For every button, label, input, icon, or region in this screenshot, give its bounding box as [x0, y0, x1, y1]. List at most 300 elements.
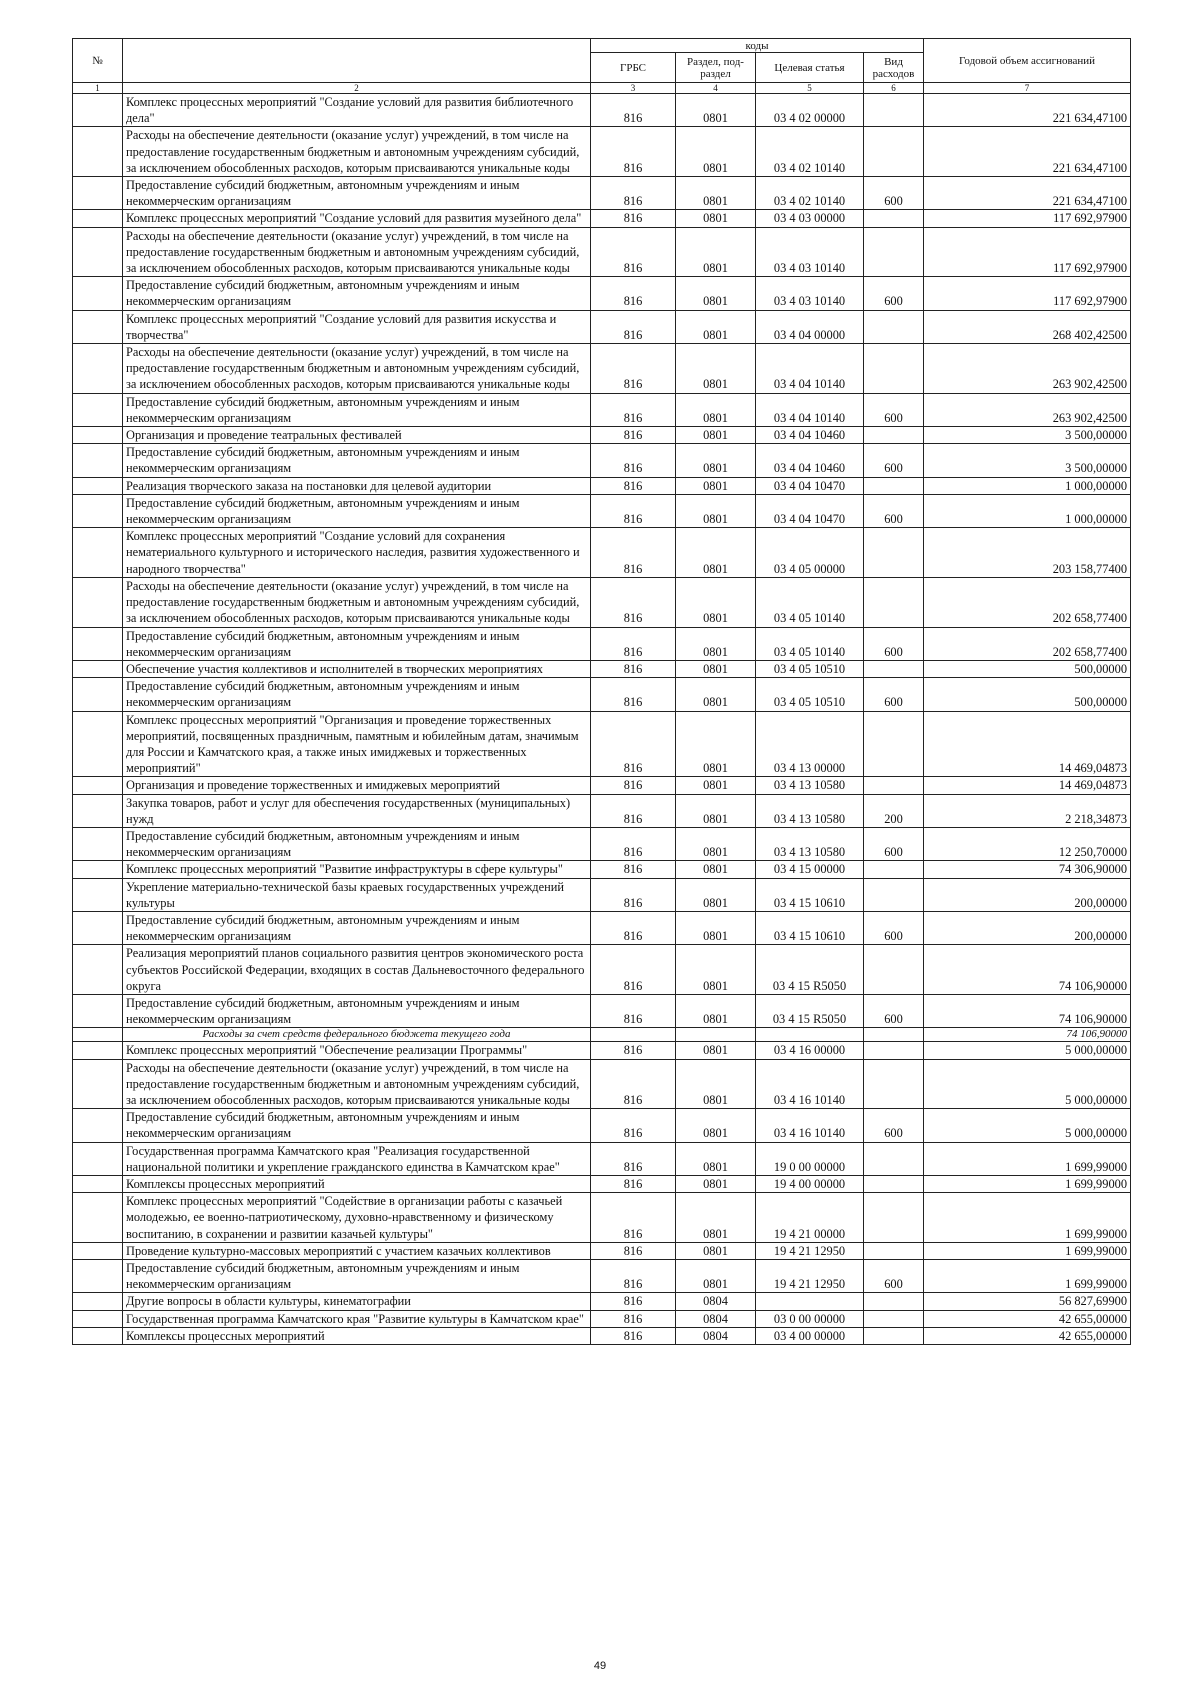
row-name-cell: Государственная программа Камчатского края "Реализация государственной национальной политики и укрепление гражданского единства в Камчатском крае" — [123, 1142, 591, 1175]
row-section-cell: 0801 — [676, 777, 756, 794]
row-name-cell: Расходы на обеспечение деятельности (оказание услуг) учреждений, в том числе на предоставление государственным бюджетным и автономным учреждениям субсидий, за исключением обособленных расходов, которым присваиваются уникальные коды — [123, 577, 591, 627]
row-kind-cell: 600 — [864, 277, 924, 310]
row-volume-cell: 500,00000 — [924, 660, 1131, 677]
table-row — [73, 177, 1131, 210]
row-grbs-cell: 816 — [591, 1327, 676, 1344]
row-section-cell: 0801 — [676, 127, 756, 177]
row-no-cell — [73, 427, 123, 444]
row-kind-cell: 600 — [864, 827, 924, 860]
row-target-cell: 03 4 04 10470 — [756, 477, 864, 494]
row-section-cell: 0801 — [676, 1193, 756, 1243]
row-target-cell: 03 4 05 10510 — [756, 660, 864, 677]
row-volume-cell: 1 699,99000 — [924, 1193, 1131, 1243]
table-row — [73, 994, 1131, 1027]
row-section-cell: 0801 — [676, 794, 756, 827]
row-no-cell — [73, 711, 123, 777]
row-no-cell — [73, 861, 123, 878]
table-row — [73, 1260, 1131, 1293]
row-no-cell — [73, 1293, 123, 1310]
row-kind-cell: 600 — [864, 1109, 924, 1142]
table-row — [73, 1242, 1131, 1259]
row-target-cell — [756, 1028, 864, 1042]
row-volume-cell: 12 250,70000 — [924, 827, 1131, 860]
row-name-cell: Предоставление субсидий бюджетным, автономным учреждениям и иным некоммерческим организациям — [123, 277, 591, 310]
row-kind-cell — [864, 1142, 924, 1175]
row-target-cell: 03 4 02 00000 — [756, 94, 864, 127]
row-grbs-cell: 816 — [591, 911, 676, 944]
header-volume: Годовой объем ассигнований — [924, 39, 1131, 83]
row-target-cell: 03 4 16 10140 — [756, 1109, 864, 1142]
row-grbs-cell: 816 — [591, 1142, 676, 1175]
row-name-cell: Комплексы процессных мероприятий — [123, 1327, 591, 1344]
row-section-cell: 0801 — [676, 1059, 756, 1109]
table-header — [73, 39, 1131, 94]
row-volume-cell: 117 692,97900 — [924, 277, 1131, 310]
row-target-cell: 19 0 00 00000 — [756, 1142, 864, 1175]
row-volume-cell: 3 500,00000 — [924, 444, 1131, 477]
row-volume-cell: 200,00000 — [924, 911, 1131, 944]
table-row — [73, 277, 1131, 310]
row-grbs-cell: 816 — [591, 1042, 676, 1059]
row-section-cell — [676, 1028, 756, 1042]
row-no-cell — [73, 477, 123, 494]
row-target-cell: 03 4 02 10140 — [756, 177, 864, 210]
table-row — [73, 777, 1131, 794]
table-row — [73, 444, 1131, 477]
row-grbs-cell: 816 — [591, 711, 676, 777]
row-volume-cell: 203 158,77400 — [924, 528, 1131, 578]
header-num-2: 2 — [123, 83, 591, 94]
row-section-cell: 0801 — [676, 994, 756, 1027]
row-grbs-cell — [591, 1028, 676, 1042]
row-kind-cell — [864, 711, 924, 777]
row-grbs-cell: 816 — [591, 177, 676, 210]
row-target-cell: 03 4 04 10460 — [756, 427, 864, 444]
row-kind-cell — [864, 1042, 924, 1059]
row-section-cell: 0801 — [676, 177, 756, 210]
row-section-cell: 0801 — [676, 528, 756, 578]
row-section-cell: 0801 — [676, 911, 756, 944]
row-volume-cell: 74 106,90000 — [924, 1028, 1131, 1042]
row-no-cell — [73, 494, 123, 527]
header-target: Целевая статья — [756, 53, 864, 83]
table-row — [73, 794, 1131, 827]
row-no-cell — [73, 1242, 123, 1259]
row-no-cell — [73, 210, 123, 227]
row-grbs-cell: 816 — [591, 277, 676, 310]
row-no-cell — [73, 1327, 123, 1344]
table-row — [73, 911, 1131, 944]
row-name-cell: Комплекс процессных мероприятий "Создание условий для развития библиотечного дела" — [123, 94, 591, 127]
table-row — [73, 861, 1131, 878]
row-target-cell: 03 4 03 10140 — [756, 277, 864, 310]
row-no-cell — [73, 878, 123, 911]
row-grbs-cell: 816 — [591, 227, 676, 277]
row-name-cell: Предоставление субсидий бюджетным, автономным учреждениям и иным некоммерческим организациям — [123, 994, 591, 1027]
row-section-cell: 0801 — [676, 94, 756, 127]
row-section-cell: 0801 — [676, 344, 756, 394]
row-name-cell: Проведение культурно-массовых мероприятий с участием казачьих коллективов — [123, 1242, 591, 1259]
row-section-cell: 0801 — [676, 277, 756, 310]
row-section-cell: 0801 — [676, 310, 756, 343]
row-target-cell: 03 4 13 00000 — [756, 711, 864, 777]
row-kind-cell — [864, 1310, 924, 1327]
row-no-cell — [73, 277, 123, 310]
row-no-cell — [73, 1176, 123, 1193]
row-volume-cell: 74 106,90000 — [924, 945, 1131, 995]
table-row — [73, 1310, 1131, 1327]
row-target-cell: 03 4 03 00000 — [756, 210, 864, 227]
row-grbs-cell: 816 — [591, 945, 676, 995]
row-volume-cell: 42 655,00000 — [924, 1327, 1131, 1344]
table-row — [73, 627, 1131, 660]
row-grbs-cell: 816 — [591, 577, 676, 627]
row-grbs-cell: 816 — [591, 1242, 676, 1259]
row-name-cell: Организация и проведение театральных фестивалей — [123, 427, 591, 444]
row-kind-cell — [864, 210, 924, 227]
table-row — [73, 494, 1131, 527]
table-row — [73, 878, 1131, 911]
row-name-cell: Комплекс процессных мероприятий "Создание условий для сохранения нематериального культурного и исторического наследия, развития художественного и народного творчества" — [123, 528, 591, 578]
row-volume-cell: 1 699,99000 — [924, 1142, 1131, 1175]
row-section-cell: 0801 — [676, 945, 756, 995]
row-name-cell: Предоставление субсидий бюджетным, автономным учреждениям и иным некоммерческим организациям — [123, 177, 591, 210]
row-target-cell: 03 4 03 10140 — [756, 227, 864, 277]
row-kind-cell — [864, 945, 924, 995]
table-row — [73, 210, 1131, 227]
row-no-cell — [73, 1109, 123, 1142]
row-kind-cell — [864, 528, 924, 578]
header-section: Раздел, под-раздел — [676, 53, 756, 83]
row-volume-cell: 202 658,77400 — [924, 627, 1131, 660]
row-name-cell: Расходы за счет средств федерального бюджета текущего года — [123, 1028, 591, 1042]
row-name-cell: Расходы на обеспечение деятельности (оказание услуг) учреждений, в том числе на предоставление государственным бюджетным и автономным учреждениям субсидий, за исключением обособленных расходов, которым присваиваются уникальные коды — [123, 127, 591, 177]
row-volume-cell: 117 692,97900 — [924, 210, 1131, 227]
row-kind-cell — [864, 1193, 924, 1243]
row-name-cell: Организация и проведение торжественных и имиджевых мероприятий — [123, 777, 591, 794]
row-section-cell: 0801 — [676, 210, 756, 227]
row-kind-cell: 600 — [864, 911, 924, 944]
table-row — [73, 827, 1131, 860]
row-name-cell: Предоставление субсидий бюджетным, автономным учреждениям и иным некоммерческим организациям — [123, 444, 591, 477]
row-grbs-cell: 816 — [591, 310, 676, 343]
row-volume-cell: 74 306,90000 — [924, 861, 1131, 878]
row-grbs-cell: 816 — [591, 344, 676, 394]
row-grbs-cell: 816 — [591, 861, 676, 878]
row-target-cell: 03 4 02 10140 — [756, 127, 864, 177]
row-kind-cell: 600 — [864, 393, 924, 426]
row-section-cell: 0801 — [676, 627, 756, 660]
row-no-cell — [73, 94, 123, 127]
table-row — [73, 577, 1131, 627]
table-row — [73, 1142, 1131, 1175]
row-kind-cell — [864, 861, 924, 878]
table-row — [73, 1293, 1131, 1310]
row-kind-cell — [864, 777, 924, 794]
row-section-cell: 0804 — [676, 1293, 756, 1310]
row-no-cell — [73, 528, 123, 578]
row-grbs-cell: 816 — [591, 1109, 676, 1142]
row-section-cell: 0801 — [676, 577, 756, 627]
row-grbs-cell: 816 — [591, 1193, 676, 1243]
row-no-cell — [73, 794, 123, 827]
row-no-cell — [73, 177, 123, 210]
row-no-cell — [73, 627, 123, 660]
row-kind-cell — [864, 344, 924, 394]
row-kind-cell — [864, 1293, 924, 1310]
row-volume-cell: 221 634,47100 — [924, 127, 1131, 177]
row-no-cell — [73, 444, 123, 477]
row-no-cell — [73, 1260, 123, 1293]
row-name-cell: Предоставление субсидий бюджетным, автономным учреждениям и иным некоммерческим организациям — [123, 1260, 591, 1293]
row-no-cell — [73, 1042, 123, 1059]
row-target-cell: 03 4 04 10470 — [756, 494, 864, 527]
row-grbs-cell: 816 — [591, 1260, 676, 1293]
row-name-cell: Реализация творческого заказа на постановки для целевой аудитории — [123, 477, 591, 494]
row-section-cell: 0804 — [676, 1310, 756, 1327]
row-grbs-cell: 816 — [591, 827, 676, 860]
row-volume-cell: 200,00000 — [924, 878, 1131, 911]
row-kind-cell — [864, 227, 924, 277]
row-section-cell: 0801 — [676, 227, 756, 277]
table-row — [73, 393, 1131, 426]
row-grbs-cell: 816 — [591, 528, 676, 578]
row-volume-cell: 221 634,47100 — [924, 177, 1131, 210]
row-volume-cell: 263 902,42500 — [924, 393, 1131, 426]
header-num-4: 4 — [676, 83, 756, 94]
row-target-cell: 03 4 13 10580 — [756, 777, 864, 794]
row-target-cell: 03 4 13 10580 — [756, 827, 864, 860]
row-volume-cell: 221 634,47100 — [924, 94, 1131, 127]
row-name-cell: Комплекс процессных мероприятий "Создание условий для развития музейного дела" — [123, 210, 591, 227]
row-grbs-cell: 816 — [591, 427, 676, 444]
row-grbs-cell: 816 — [591, 127, 676, 177]
page-number: 49 — [593, 1660, 607, 1672]
row-kind-cell — [864, 1059, 924, 1109]
row-target-cell: 03 0 00 00000 — [756, 1310, 864, 1327]
row-volume-cell: 5 000,00000 — [924, 1042, 1131, 1059]
table-row — [73, 127, 1131, 177]
row-no-cell — [73, 127, 123, 177]
row-target-cell: 03 4 13 10580 — [756, 794, 864, 827]
row-section-cell: 0801 — [676, 1260, 756, 1293]
row-section-cell: 0801 — [676, 1242, 756, 1259]
row-name-cell: Предоставление субсидий бюджетным, автономным учреждениям и иным некоммерческим организациям — [123, 393, 591, 426]
row-name-cell: Обеспечение участия коллективов и исполнителей в творческих мероприятиях — [123, 660, 591, 677]
header-name — [123, 39, 591, 83]
row-section-cell: 0801 — [676, 711, 756, 777]
row-kind-cell: 600 — [864, 994, 924, 1027]
row-target-cell: 03 4 15 R5050 — [756, 945, 864, 995]
row-name-cell: Укрепление материально-технической базы краевых государственных учреждений культуры — [123, 878, 591, 911]
header-num-5: 5 — [756, 83, 864, 94]
row-section-cell: 0801 — [676, 1142, 756, 1175]
row-kind-cell: 600 — [864, 1260, 924, 1293]
row-name-cell: Предоставление субсидий бюджетным, автономным учреждениям и иным некоммерческим организациям — [123, 1109, 591, 1142]
row-grbs-cell: 816 — [591, 1059, 676, 1109]
row-target-cell: 03 4 05 10140 — [756, 577, 864, 627]
row-name-cell: Расходы на обеспечение деятельности (оказание услуг) учреждений, в том числе на предоставление государственным бюджетным и автономным учреждениям субсидий, за исключением обособленных расходов, которым присваиваются уникальные коды — [123, 227, 591, 277]
row-name-cell: Закупка товаров, работ и услуг для обеспечения государственных (муниципальных) нужд — [123, 794, 591, 827]
header-no: № — [73, 39, 123, 83]
row-volume-cell: 42 655,00000 — [924, 1310, 1131, 1327]
row-kind-cell — [864, 1242, 924, 1259]
row-name-cell: Реализация мероприятий планов социального развития центров экономического роста субъектов Российской Федерации, входящих в состав Дальневосточного федерального округа — [123, 945, 591, 995]
row-no-cell — [73, 1310, 123, 1327]
row-section-cell: 0804 — [676, 1327, 756, 1344]
row-grbs-cell: 816 — [591, 878, 676, 911]
row-target-cell: 03 4 15 10610 — [756, 911, 864, 944]
row-volume-cell: 500,00000 — [924, 678, 1131, 711]
row-target-cell: 19 4 21 12950 — [756, 1242, 864, 1259]
row-volume-cell: 1 699,99000 — [924, 1260, 1131, 1293]
row-grbs-cell: 816 — [591, 94, 676, 127]
row-volume-cell: 74 106,90000 — [924, 994, 1131, 1027]
row-volume-cell: 56 827,69900 — [924, 1293, 1131, 1310]
row-target-cell — [756, 1293, 864, 1310]
row-section-cell: 0801 — [676, 660, 756, 677]
row-no-cell — [73, 310, 123, 343]
row-no-cell — [73, 827, 123, 860]
row-grbs-cell: 816 — [591, 777, 676, 794]
row-no-cell — [73, 660, 123, 677]
row-name-cell: Комплекс процессных мероприятий "Создание условий для развития искусства и творчества" — [123, 310, 591, 343]
row-grbs-cell: 816 — [591, 494, 676, 527]
row-section-cell: 0801 — [676, 477, 756, 494]
row-name-cell: Расходы на обеспечение деятельности (оказание услуг) учреждений, в том числе на предоставление государственным бюджетным и автономным учреждениям субсидий, за исключением обособленных расходов, которым присваиваются уникальные коды — [123, 1059, 591, 1109]
row-volume-cell: 1 000,00000 — [924, 494, 1131, 527]
row-volume-cell: 117 692,97900 — [924, 227, 1131, 277]
row-kind-cell — [864, 477, 924, 494]
row-grbs-cell: 816 — [591, 794, 676, 827]
row-volume-cell: 1 699,99000 — [924, 1242, 1131, 1259]
table-row — [73, 678, 1131, 711]
row-kind-cell: 600 — [864, 444, 924, 477]
row-volume-cell: 3 500,00000 — [924, 427, 1131, 444]
table-row — [73, 711, 1131, 777]
table-row — [73, 1327, 1131, 1344]
row-target-cell: 03 4 05 10510 — [756, 678, 864, 711]
row-target-cell: 03 4 16 10140 — [756, 1059, 864, 1109]
row-kind-cell — [864, 310, 924, 343]
row-kind-cell — [864, 1176, 924, 1193]
row-name-cell: Предоставление субсидий бюджетным, автономным учреждениям и иным некоммерческим организациям — [123, 827, 591, 860]
row-kind-cell — [864, 1327, 924, 1344]
header-num-7: 7 — [924, 83, 1131, 94]
table-row — [73, 94, 1131, 127]
row-target-cell: 03 4 04 00000 — [756, 310, 864, 343]
row-grbs-cell: 816 — [591, 1176, 676, 1193]
row-name-cell: Комплекс процессных мероприятий "Обеспечение реализации Программы" — [123, 1042, 591, 1059]
row-target-cell: 03 4 04 10460 — [756, 444, 864, 477]
row-section-cell: 0801 — [676, 427, 756, 444]
row-no-cell — [73, 393, 123, 426]
row-kind-cell: 600 — [864, 177, 924, 210]
header-codes: коды — [591, 39, 924, 53]
table-row — [73, 310, 1131, 343]
row-kind-cell: 600 — [864, 494, 924, 527]
table-row — [73, 1193, 1131, 1243]
row-target-cell: 19 4 00 00000 — [756, 1176, 864, 1193]
table-row — [73, 660, 1131, 677]
row-section-cell: 0801 — [676, 827, 756, 860]
row-section-cell: 0801 — [676, 1176, 756, 1193]
row-target-cell: 03 4 05 00000 — [756, 528, 864, 578]
row-name-cell: Государственная программа Камчатского края "Развитие культуры в Камчатском крае" — [123, 1310, 591, 1327]
row-name-cell: Комплекс процессных мероприятий "Содействие в организации работы с казачьей молодежью, ее военно-патриотическому, духовно-нравственному и физическому воспитанию, в сохранении и развитии казачьей культуры" — [123, 1193, 591, 1243]
row-kind-cell — [864, 127, 924, 177]
row-name-cell: Комплексы процессных мероприятий — [123, 1176, 591, 1193]
row-grbs-cell: 816 — [591, 477, 676, 494]
row-volume-cell: 268 402,42500 — [924, 310, 1131, 343]
budget-table-sheet — [72, 38, 1130, 1345]
table-row — [73, 477, 1131, 494]
row-name-cell: Предоставление субсидий бюджетным, автономным учреждениям и иным некоммерческим организациям — [123, 911, 591, 944]
row-volume-cell: 202 658,77400 — [924, 577, 1131, 627]
header-grbs: ГРБС — [591, 53, 676, 83]
row-target-cell: 19 4 21 00000 — [756, 1193, 864, 1243]
row-kind-cell — [864, 660, 924, 677]
row-kind-cell: 600 — [864, 627, 924, 660]
table-row — [73, 1176, 1131, 1193]
table-row — [73, 1109, 1131, 1142]
row-section-cell: 0801 — [676, 444, 756, 477]
row-target-cell: 03 4 15 10610 — [756, 878, 864, 911]
row-volume-cell: 2 218,34873 — [924, 794, 1131, 827]
row-name-cell: Предоставление субсидий бюджетным, автономным учреждениям и иным некоммерческим организациям — [123, 678, 591, 711]
row-volume-cell: 1 699,99000 — [924, 1176, 1131, 1193]
table-row — [73, 1059, 1131, 1109]
row-grbs-cell: 816 — [591, 678, 676, 711]
table-row — [73, 427, 1131, 444]
row-no-cell — [73, 577, 123, 627]
row-grbs-cell: 816 — [591, 627, 676, 660]
row-grbs-cell: 816 — [591, 444, 676, 477]
row-target-cell: 03 4 16 00000 — [756, 1042, 864, 1059]
table-row — [73, 945, 1131, 995]
row-section-cell: 0801 — [676, 1042, 756, 1059]
row-section-cell: 0801 — [676, 1109, 756, 1142]
row-no-cell — [73, 911, 123, 944]
row-no-cell — [73, 1193, 123, 1243]
row-grbs-cell: 816 — [591, 1310, 676, 1327]
row-kind-cell: 200 — [864, 794, 924, 827]
row-grbs-cell: 816 — [591, 1293, 676, 1310]
row-no-cell — [73, 227, 123, 277]
header-num-3: 3 — [591, 83, 676, 94]
row-grbs-cell: 816 — [591, 994, 676, 1027]
row-no-cell — [73, 1142, 123, 1175]
row-no-cell — [73, 1028, 123, 1042]
table-row — [73, 227, 1131, 277]
row-kind-cell — [864, 1028, 924, 1042]
row-name-cell: Предоставление субсидий бюджетным, автономным учреждениям и иным некоммерческим организациям — [123, 627, 591, 660]
row-volume-cell: 5 000,00000 — [924, 1059, 1131, 1109]
row-no-cell — [73, 994, 123, 1027]
header-kind: Вид расходов — [864, 53, 924, 83]
row-no-cell — [73, 678, 123, 711]
row-section-cell: 0801 — [676, 494, 756, 527]
row-target-cell: 03 4 04 10140 — [756, 393, 864, 426]
header-num-1: 1 — [73, 83, 123, 94]
row-target-cell: 03 4 15 00000 — [756, 861, 864, 878]
row-section-cell: 0801 — [676, 678, 756, 711]
table-body — [73, 94, 1131, 1345]
row-volume-cell: 1 000,00000 — [924, 477, 1131, 494]
row-name-cell: Комплекс процессных мероприятий "Развитие инфраструктуры в сфере культуры" — [123, 861, 591, 878]
row-no-cell — [73, 1059, 123, 1109]
row-name-cell: Расходы на обеспечение деятельности (оказание услуг) учреждений, в том числе на предоставление государственным бюджетным и автономным учреждениям субсидий, за исключением обособленных расходов, которым присваиваются уникальные коды — [123, 344, 591, 394]
